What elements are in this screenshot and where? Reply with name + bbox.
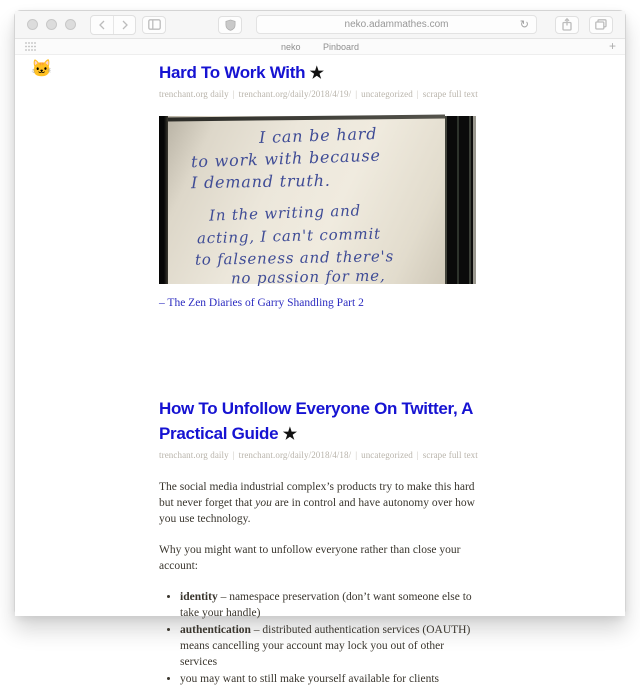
bookmark-item-neko[interactable]: neko <box>280 41 301 52</box>
cat-emoji: 🐱 <box>31 59 53 78</box>
favorites-bar <box>15 39 625 55</box>
meta-permalink[interactable]: trenchant.org/daily/2018/4/18/ <box>238 450 352 460</box>
extension-button[interactable] <box>218 16 242 34</box>
address-bar-url: neko.adammathes.com <box>344 19 449 30</box>
handwriting-line: I can be hard <box>258 123 378 148</box>
handwriting-line: to work with because <box>190 145 382 172</box>
meta-separator: | <box>355 450 358 460</box>
sidebar-button[interactable] <box>142 16 166 34</box>
post-title[interactable] <box>159 396 481 447</box>
share-button[interactable] <box>555 16 579 34</box>
post-hard-to-work-with <box>159 60 481 309</box>
minimize-window-button[interactable] <box>46 19 57 30</box>
handwriting-line: no passion for me, <box>230 266 386 288</box>
window-controls <box>27 19 76 30</box>
list-text: – distributed authentication services (OAUTH) means cancelling your account may lock you out of other services <box>180 624 471 668</box>
meta-feed-link[interactable]: trenchant.org daily <box>159 450 229 460</box>
post-title[interactable] <box>159 60 481 86</box>
handwriting-line: I demand truth. <box>190 170 331 193</box>
handwriting-line: to falseness and there's <box>194 247 395 269</box>
chevron-right-icon <box>121 20 129 30</box>
post-title-text[interactable]: How To Unfollow Everyone On Twitter, A Practical Guide <box>159 399 473 443</box>
reasons-list <box>159 589 481 687</box>
browser-toolbar <box>15 11 625 39</box>
paragraph-text: The social media industrial complex’s products try to make this hard but never forget that <box>159 481 475 509</box>
list-item <box>180 589 481 621</box>
caption-link-zen-diaries[interactable]: – The Zen Diaries of Garry Shandling Part 2 <box>159 297 364 309</box>
list-term: authentication <box>180 624 251 636</box>
meta-separator: | <box>416 450 419 460</box>
sidebar-icon <box>148 19 161 30</box>
show-tabs-button[interactable] <box>589 16 613 34</box>
list-text: – namespace preservation (don’t want someone else to take your handle) <box>180 591 472 619</box>
handwriting-line: In the writing and <box>208 201 362 225</box>
meta-category-link[interactable]: uncategorized <box>361 89 413 99</box>
new-tab-button[interactable]: + <box>608 39 616 53</box>
post-image-handwritten-note <box>159 116 476 288</box>
back-button[interactable] <box>91 16 113 34</box>
meta-category-link[interactable]: uncategorized <box>361 450 413 460</box>
bookmark-item-pinboard[interactable]: Pinboard <box>323 41 360 52</box>
chevron-left-icon <box>98 20 106 30</box>
star-icon[interactable]: ★ <box>282 426 297 443</box>
meta-separator: | <box>232 450 235 460</box>
list-item <box>180 622 481 670</box>
address-bar[interactable] <box>256 15 537 34</box>
meta-feed-link[interactable]: trenchant.org daily <box>159 89 229 99</box>
history-nav-group <box>90 15 136 35</box>
toolbar-right-buttons <box>555 16 613 34</box>
feed-column <box>159 55 481 687</box>
forward-button[interactable] <box>113 16 135 34</box>
shield-icon <box>225 19 236 31</box>
paragraph-text: are in control and have autonomy over how you use technology. <box>159 497 475 525</box>
paragraph-emphasis: you <box>255 497 272 509</box>
image-left-edge <box>159 116 168 284</box>
list-term: identity <box>180 591 218 603</box>
meta-separator: | <box>355 89 358 99</box>
post-paragraph: Why you might want to unfollow everyone rather than close your account: <box>159 544 461 572</box>
post-title-text[interactable]: Hard To Work With <box>159 63 310 82</box>
meta-scrape-action[interactable]: scrape full text <box>422 89 478 99</box>
close-window-button[interactable] <box>27 19 38 30</box>
meta-separator: | <box>232 89 235 99</box>
page-content <box>15 55 625 685</box>
bookmark-items <box>15 42 625 52</box>
tabs-icon <box>595 19 607 30</box>
browser-window <box>14 10 626 685</box>
post-meta <box>159 89 481 99</box>
meta-separator: | <box>416 89 419 99</box>
post-paragraph <box>159 479 481 527</box>
share-icon <box>562 18 572 31</box>
meta-permalink[interactable]: trenchant.org/daily/2018/4/19/ <box>238 89 352 99</box>
list-text: you may want to still make yourself available for clients <box>180 673 439 685</box>
zoom-window-button[interactable] <box>65 19 76 30</box>
star-icon[interactable]: ★ <box>309 65 324 82</box>
handwriting-line: acting, I can't commit <box>196 224 382 248</box>
post-meta <box>159 450 481 460</box>
image-right-edge <box>445 116 476 284</box>
list-item <box>180 671 481 687</box>
meta-scrape-action[interactable]: scrape full text <box>422 450 478 460</box>
reload-icon[interactable]: ↻ <box>519 19 529 31</box>
post-unfollow-everyone <box>159 396 481 687</box>
